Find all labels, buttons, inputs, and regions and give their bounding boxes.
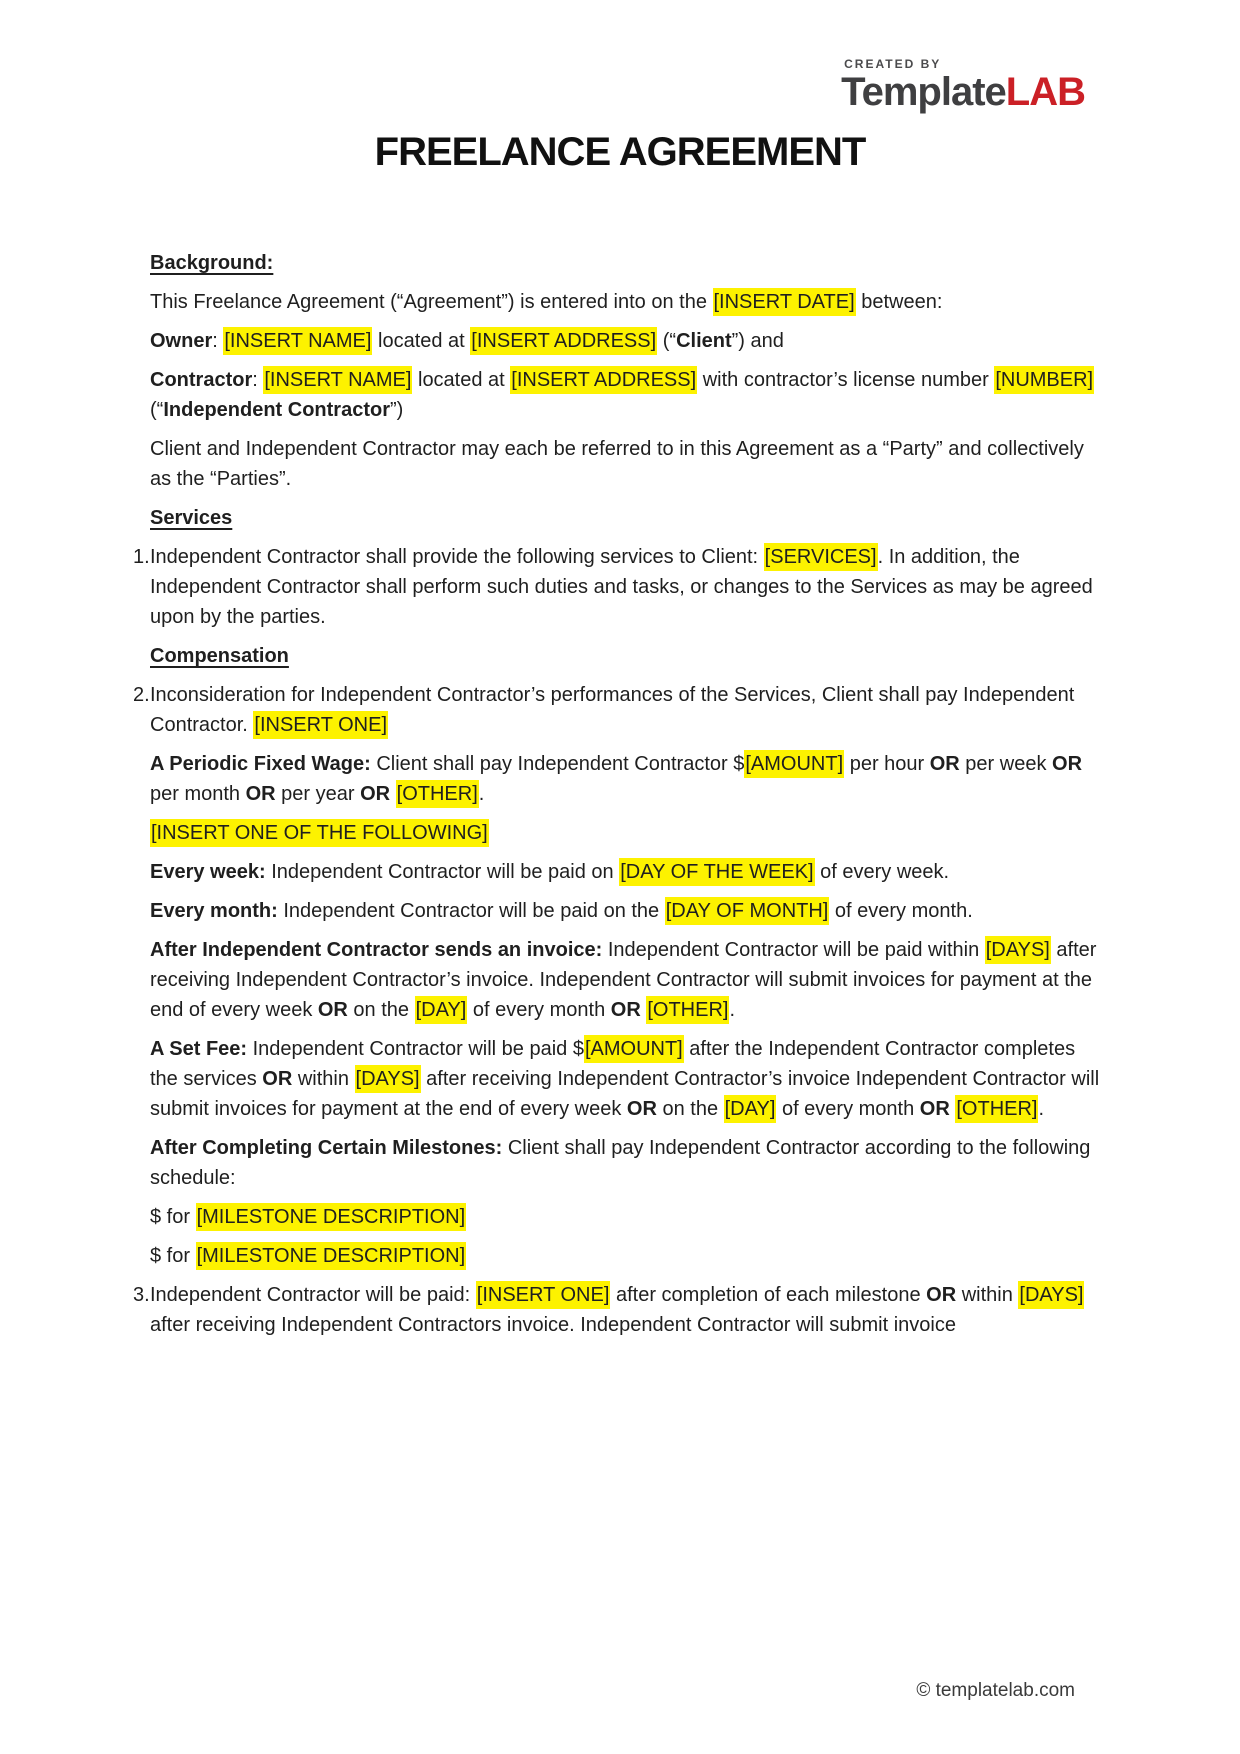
text-run: Every month: [150,900,278,922]
paragraph [150,1034,1105,1124]
text-run: OR [626,1098,657,1120]
text-run: A Set Fee: [150,1038,248,1060]
text-run: Independent Contractor will be paid $ [247,1038,584,1060]
text-run: Independent Contractor will be paid: [150,1284,476,1306]
paragraph [150,1241,1105,1271]
section-heading [150,641,1105,671]
paragraph [150,365,1105,425]
paragraph [150,434,1105,494]
placeholder-highlight: [DAY] [415,996,468,1024]
paragraph [150,326,1105,356]
text-run: (“ [150,399,164,421]
text-run: . [1038,1098,1045,1120]
text-run: OR [1052,753,1083,775]
text-run: per week [959,753,1053,775]
text-run: ”) and [731,330,784,352]
text-run: within [956,1284,1019,1306]
placeholder-highlight: [OTHER] [646,996,729,1024]
logo-brand-template: Template [841,70,1006,114]
text-run: : [212,330,224,352]
placeholder-highlight: [NUMBER] [994,366,1094,394]
placeholder-highlight: [INSERT NAME] [263,366,412,394]
text-run: after completion of each milestone [610,1284,927,1306]
text-run: $ for [150,1245,196,1267]
text-run: OR [926,1284,957,1306]
paragraph [150,1133,1105,1193]
text-run: OR [262,1068,293,1090]
text-run: ”) [390,399,404,421]
paragraph [150,1202,1105,1232]
logo-brand [841,72,1085,112]
text-run: after the Independent Contractor completes the services [150,1038,1076,1090]
text-run: Client and Independent Contractor may each be referred to in this Agreement as a “Party” and collectively as the “Parties”. [150,438,1084,490]
numbered-paragraph [133,1280,1105,1340]
placeholder-highlight: [DAY OF THE WEEK] [619,858,814,886]
text-run: of every week. [814,861,950,883]
numbered-paragraph [133,680,1105,740]
text-run: After Independent Contractor sends an invoice: [150,939,603,961]
text-run: OR [919,1098,950,1120]
text-run: OR [245,783,276,805]
text-run: Independent Contractor will be paid on the [277,900,665,922]
text-run: Background: [150,252,274,274]
text-run: OR [317,999,348,1021]
text-run: OR [610,999,641,1021]
text-run: after receiving Independent Contractors invoice. Independent Contractor will submit invoice [150,1314,956,1336]
section-heading [150,503,1105,533]
text-run: located at [372,330,471,352]
text-run: per month [150,783,246,805]
text-run [390,783,396,805]
text-run: after receiving Independent Contractor’s invoice Independent Contractor will submit invoices for payment at the end of every week [150,1068,1100,1120]
placeholder-highlight: [DAYS] [985,936,1051,964]
text-run: Independent Contractor [163,399,390,421]
paragraph [150,857,1105,887]
logo-created-by: CREATED BY [844,57,942,71]
text-run: located at [412,369,511,391]
placeholder-highlight: [OTHER] [396,780,479,808]
text-run: Independent Contractor shall provide the following services to Client: [150,546,764,568]
text-run: Inconsideration for Independent Contractor’s performances of the Services, Client shall pay Independent Contractor. [150,684,1075,736]
placeholder-highlight: [OTHER] [955,1095,1038,1123]
placeholder-highlight: [DAYS] [355,1065,421,1093]
text-run: : [252,369,264,391]
text-run: Client [676,330,732,352]
text-run: Client shall pay Independent Contractor $ [370,753,745,775]
text-run: Independent Contractor will be paid on [265,861,620,883]
paragraph [150,896,1105,926]
placeholder-highlight: [AMOUNT] [584,1035,684,1063]
placeholder-highlight: [DAYS] [1018,1281,1084,1309]
text-run: Contractor [150,369,253,391]
section-heading [150,248,1105,278]
logo-brand-lab: LAB [1005,70,1085,114]
text-run: . [478,783,485,805]
footer-credit: © templatelab.com [916,1680,1075,1701]
text-run: Every week: [150,861,266,883]
paragraph [150,818,1105,848]
text-run: with contractor’s license number [697,369,995,391]
placeholder-highlight: [MILESTONE DESCRIPTION] [196,1242,467,1270]
text-run: Client shall pay Independent Contractor according to the following schedule: [150,1137,1091,1189]
text-run: per hour [844,753,930,775]
text-run: OR [929,753,960,775]
text-run: . [729,999,736,1021]
paragraph [150,749,1105,809]
text-run: Owner [150,330,213,352]
placeholder-highlight: [INSERT DATE] [713,288,856,316]
placeholder-highlight: [DAY] [724,1095,777,1123]
placeholder-highlight: [INSERT ONE OF THE FOLLOWING] [150,819,489,847]
paragraph [150,287,1105,317]
placeholder-highlight: [INSERT ADDRESS] [470,327,657,355]
text-run: within [292,1068,355,1090]
text-run: of every month. [829,900,973,922]
list-number: 1. [133,546,150,568]
templatelab-logo [841,58,1085,112]
placeholder-highlight: [INSERT ONE] [253,711,388,739]
text-run: . In addition, the Independent Contractor shall perform such duties and tasks, or changes to the Services as may be agreed upon by the parties. [150,546,1093,628]
text-run: A Periodic Fixed Wage: [150,753,371,775]
text-run: After Completing Certain Milestones: [150,1137,503,1159]
text-run: Independent Contractor will be paid within [602,939,985,961]
text-run: of every month [776,1098,920,1120]
text-run: between: [855,291,943,313]
text-run: of every month [467,999,611,1021]
placeholder-highlight: [INSERT ADDRESS] [510,366,697,394]
placeholder-highlight: [INSERT NAME] [223,327,372,355]
text-run: per year [275,783,361,805]
numbered-paragraph [133,542,1105,632]
text-run: on the [347,999,415,1021]
placeholder-highlight: [SERVICES] [764,543,878,571]
placeholder-highlight: [INSERT ONE] [476,1281,611,1309]
document-body [133,248,1105,1349]
text-run: Compensation [150,645,289,667]
paragraph [150,935,1105,1025]
placeholder-highlight: [DAY OF MONTH] [665,897,830,925]
text-run: on the [656,1098,724,1120]
text-run: Services [150,507,233,529]
placeholder-highlight: [AMOUNT] [744,750,844,778]
text-run: This Freelance Agreement (“Agreement”) is entered into on the [150,291,713,313]
list-number: 2. [133,684,150,706]
text-run: $ for [150,1206,196,1228]
page-title: FREELANCE AGREEMENT [374,130,866,174]
text-run: after receiving Independent Contractor’s invoice. Independent Contractor will submit invoices for payment at the end of every week [150,939,1097,1021]
placeholder-highlight: [MILESTONE DESCRIPTION] [196,1203,467,1231]
list-number: 3. [133,1284,150,1306]
text-run: OR [360,783,391,805]
text-run: (“ [657,330,677,352]
